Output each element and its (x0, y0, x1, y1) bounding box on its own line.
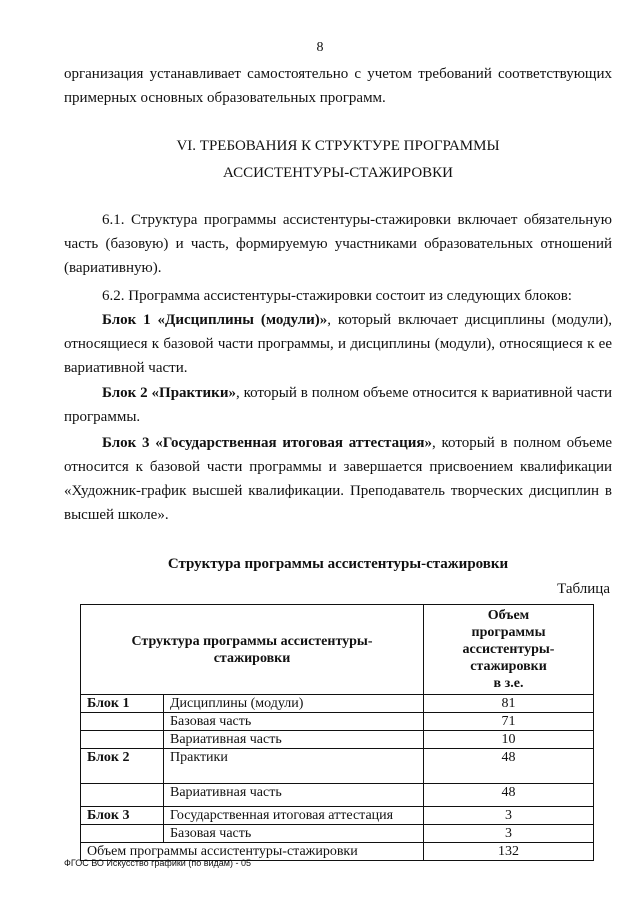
block3-label: Блок 3 «Государственная итоговая аттестация» (102, 435, 433, 451)
table-row (81, 731, 594, 749)
table-header-row (81, 605, 594, 695)
block2-paragraph (64, 381, 612, 429)
section-heading-line1: VI. ТРЕБОВАНИЯ К СТРУКТУРЕ ПРОГРАММЫ (176, 138, 500, 154)
block3-text: , который в полном объеме относится к базовой части программы и завершается присвоением квалификации «Художник-график высшей квалификации. Преподаватель творческих дисциплин в высшей школе». (64, 435, 612, 523)
total-label: Объем программы ассистентуры-стажировки (81, 843, 424, 861)
row-value: 48 (424, 784, 594, 807)
table-row (81, 807, 594, 825)
paragraph-6-1: 6.1. Структура программы ассистентуры-стажировки включает обязательную часть (базовую) и часть, формируемую участниками образовательных отношений (вариативную). (64, 212, 612, 276)
table-row (81, 713, 594, 731)
table-row (81, 784, 594, 807)
block2-label: Блок 2 «Практики» (102, 385, 236, 401)
table-row (81, 749, 594, 784)
header-volume: Объем программы ассистентуры-стажировки в з.е. (424, 605, 594, 695)
block1-text: , который включает дисциплины (модули), относящиеся к базовой части программы, и дисциплины (модули), относящиеся к ее вариативной части. (64, 312, 613, 376)
row-block (81, 713, 164, 731)
table-row (81, 825, 594, 843)
row-name: Вариативная часть (164, 731, 424, 749)
row-block: Блок 1 (81, 695, 164, 713)
row-value: 71 (424, 713, 594, 731)
row-value: 10 (424, 731, 594, 749)
row-value: 3 (424, 807, 594, 825)
row-name: Вариативная часть (164, 784, 424, 807)
row-value: 48 (424, 749, 594, 784)
row-value: 3 (424, 825, 594, 843)
table-row (81, 695, 594, 713)
page-number: 8 (316, 40, 324, 55)
table-title: Структура программы ассистентуры-стажировки (167, 556, 509, 572)
row-block: Блок 3 (81, 807, 164, 825)
structure-table (80, 604, 594, 861)
block3-paragraph (64, 431, 612, 527)
row-name: Базовая часть (164, 825, 424, 843)
row-name: Дисциплины (модули) (164, 695, 424, 713)
table-label: Таблица (557, 581, 610, 597)
header-units: в з.е. (493, 676, 524, 691)
paragraph-6-2: 6.2. Программа ассистентуры-стажировки состоит из следующих блоков: (102, 288, 572, 304)
section-heading-line2: АССИСТЕНТУРЫ-СТАЖИРОВКИ (222, 165, 454, 181)
row-block (81, 731, 164, 749)
row-block (81, 784, 164, 807)
block1-label: Блок 1 «Дисциплины (модули)» (102, 312, 328, 328)
row-name: Практики (164, 749, 424, 784)
row-block (81, 825, 164, 843)
row-block: Блок 2 (81, 749, 164, 784)
row-value: 81 (424, 695, 594, 713)
block1-paragraph (64, 308, 612, 380)
document-footer: ФГОС ВО Искусство графики (по видам) - 05 (64, 858, 251, 868)
header-structure: Структура программы ассистентуры-стажировки (81, 605, 424, 695)
block2-text: , который в полном объеме относится к вариативной части программы. (64, 385, 612, 425)
section-heading (64, 133, 612, 187)
intro-paragraph: организация устанавливает самостоятельно с учетом требований соответствующих примерных основных образовательных программ. (64, 66, 612, 106)
row-name: Государственная итоговая аттестация (164, 807, 424, 825)
row-name: Базовая часть (164, 713, 424, 731)
total-value: 132 (424, 843, 594, 861)
